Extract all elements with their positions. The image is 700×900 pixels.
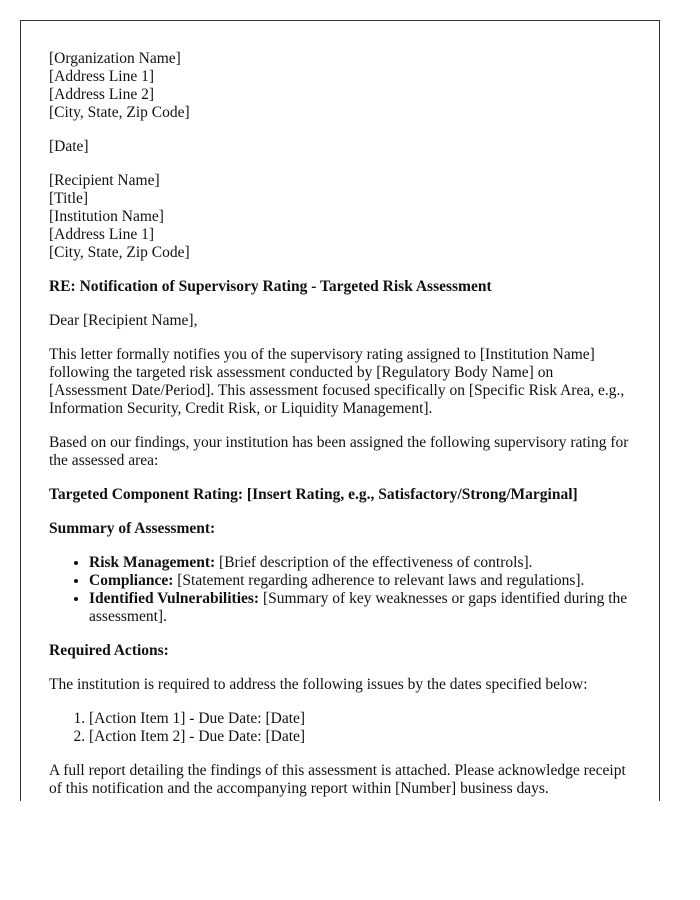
recipient-city-state-zip: [City, State, Zip Code] <box>49 244 190 261</box>
summary-item-text: [Brief description of the effectiveness of controls]. <box>215 554 533 571</box>
component-rating: Targeted Component Rating: [Insert Rating, e.g., Satisfactory/Strong/Marginal] <box>49 486 578 503</box>
sender-city-state-zip: [City, State, Zip Code] <box>49 104 190 121</box>
sender-organization: [Organization Name] <box>49 50 181 67</box>
sender-address <box>49 50 629 122</box>
letter-date <box>49 138 629 156</box>
summary-item-text: [Statement regarding adherence to relevant laws and regulations]. <box>173 572 585 589</box>
letter-content <box>49 50 629 801</box>
action-item: 1. [Action Item 1] - Due Date: [Date] <box>89 710 629 728</box>
summary-item-compliance <box>89 572 629 590</box>
summary-heading: Summary of Assessment: <box>49 520 216 537</box>
summary-item-label: Risk Management: <box>89 554 216 571</box>
actions-intro: The institution is required to address the following issues by the dates specified below: <box>49 676 588 693</box>
findings-paragraph: Based on our findings, your institution has been assigned the following supervisory rating for the assessed area: <box>49 434 629 469</box>
action-item: 2. [Action Item 2] - Due Date: [Date] <box>89 728 629 746</box>
summary-item-label: Compliance: <box>89 572 174 589</box>
summary-item-risk-management <box>89 554 629 572</box>
summary-list <box>49 554 629 626</box>
action-items-list <box>49 710 629 746</box>
recipient-institution: [Institution Name] <box>49 208 164 225</box>
actions-heading: Required Actions: <box>49 642 169 659</box>
summary-item-text: [Summary of key weaknesses or gaps identified during the assessment]. <box>89 590 628 625</box>
sender-address-line-2: [Address Line 2] <box>49 86 155 103</box>
recipient-name: [Recipient Name] <box>49 172 160 189</box>
recipient-title: [Title] <box>49 190 89 207</box>
intro-paragraph: This letter formally notifies you of the supervisory rating assigned to [Institution Name] following the targeted risk assessment conducted by [Regulatory Body Name] on [Assessment Date/Period]. This assessment focused specifically on [Specific Risk Area, e.g., Information Security, Credit Risk, or Liquidity Management]. <box>49 346 625 417</box>
date-text: [Date] <box>49 138 89 155</box>
letter-page <box>20 20 660 801</box>
sender-address-line-1: [Address Line 1] <box>49 68 155 85</box>
summary-item-label: Identified Vulnerabilities: <box>89 590 260 607</box>
subject-line: RE: Notification of Supervisory Rating - Targeted Risk Assessment <box>49 278 492 295</box>
recipient-address-line-1: [Address Line 1] <box>49 226 155 243</box>
recipient-address <box>49 172 629 262</box>
salutation: Dear [Recipient Name], <box>49 312 198 329</box>
summary-item-vulnerabilities <box>89 590 629 626</box>
closing-paragraph: A full report detailing the findings of this assessment is attached. Please acknowledge receipt of this notification and the accompanying report within [Number] business days. <box>49 762 626 797</box>
